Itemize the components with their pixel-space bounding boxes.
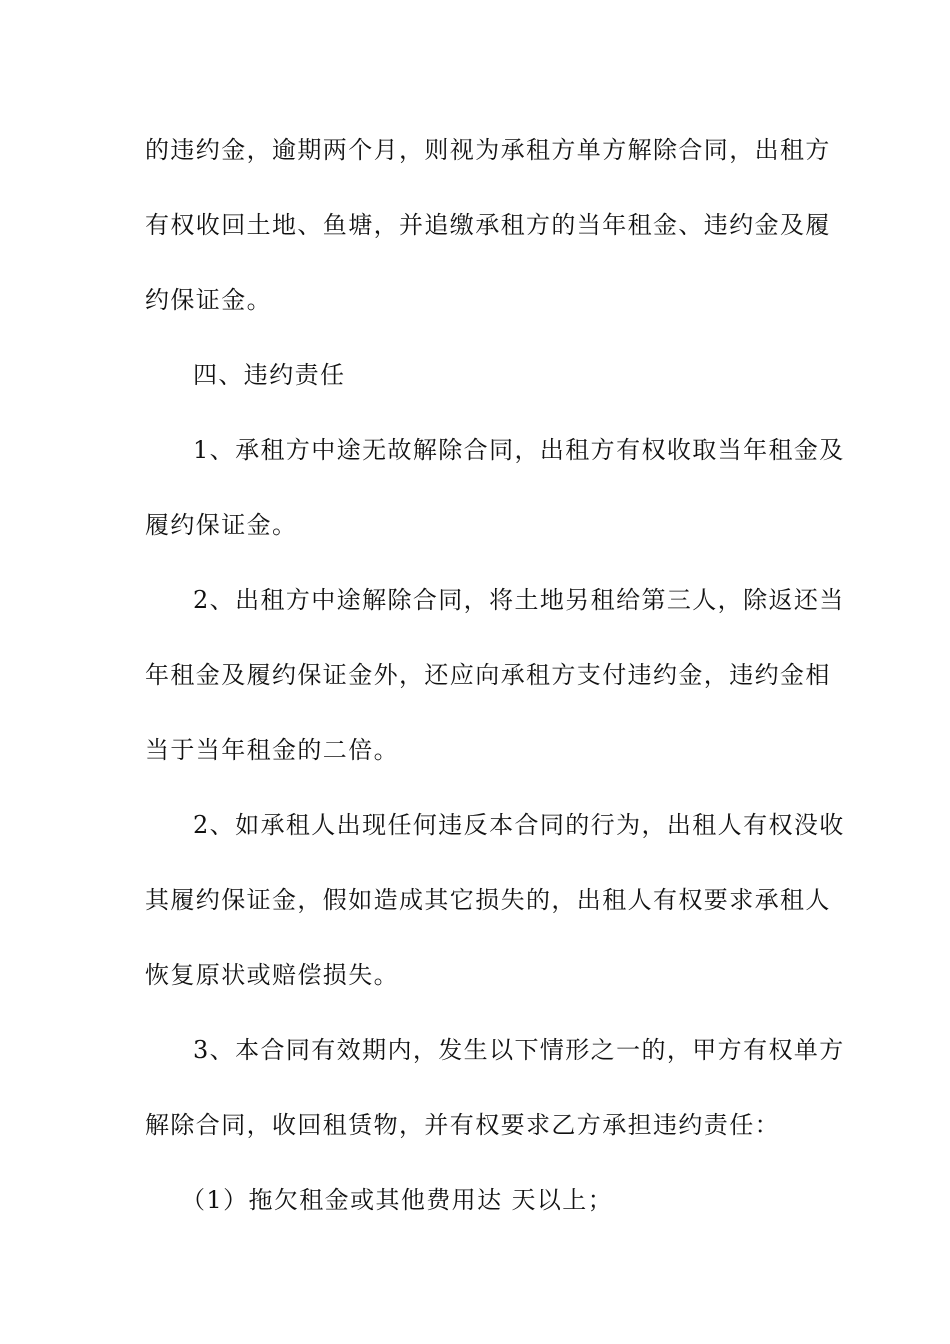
text-line: 履约保证金。 [145, 511, 298, 539]
text-line: 2、如承租人出现任何违反本合同的行为，出租人有权没收 [193, 811, 845, 839]
text-line: 恢复原状或赔偿损失。 [145, 961, 399, 989]
text-line: 2、出租方中途解除合同，将土地另租给第三人，除返还当 [193, 586, 845, 614]
text-line: 的违约金，逾期两个月，则视为承租方单方解除合同，出租方 [145, 136, 831, 164]
text-line: 3、本合同有效期内，发生以下情形之一的，甲方有权单方 [193, 1036, 845, 1064]
text-line: 其履约保证金，假如造成其它损失的，出租人有权要求承租人 [145, 886, 831, 914]
text-line: 年租金及履约保证金外，还应向承租方支付违约金，违约金相 [145, 661, 831, 689]
text-line: 当于当年租金的二倍。 [145, 736, 399, 764]
text-line: 有权收回土地、鱼塘，并追缴承租方的当年租金、违约金及履 [145, 211, 831, 239]
section-heading: 四、违约责任 [193, 361, 346, 389]
list-item: （1）拖欠租金或其他费用达 天以上； [181, 1186, 614, 1214]
text-line: 解除合同，收回租赁物，并有权要求乙方承担违约责任： [145, 1111, 780, 1139]
text-line: 约保证金。 [145, 286, 272, 314]
text-line: 1、承租方中途无故解除合同，出租方有权收取当年租金及 [193, 436, 845, 464]
